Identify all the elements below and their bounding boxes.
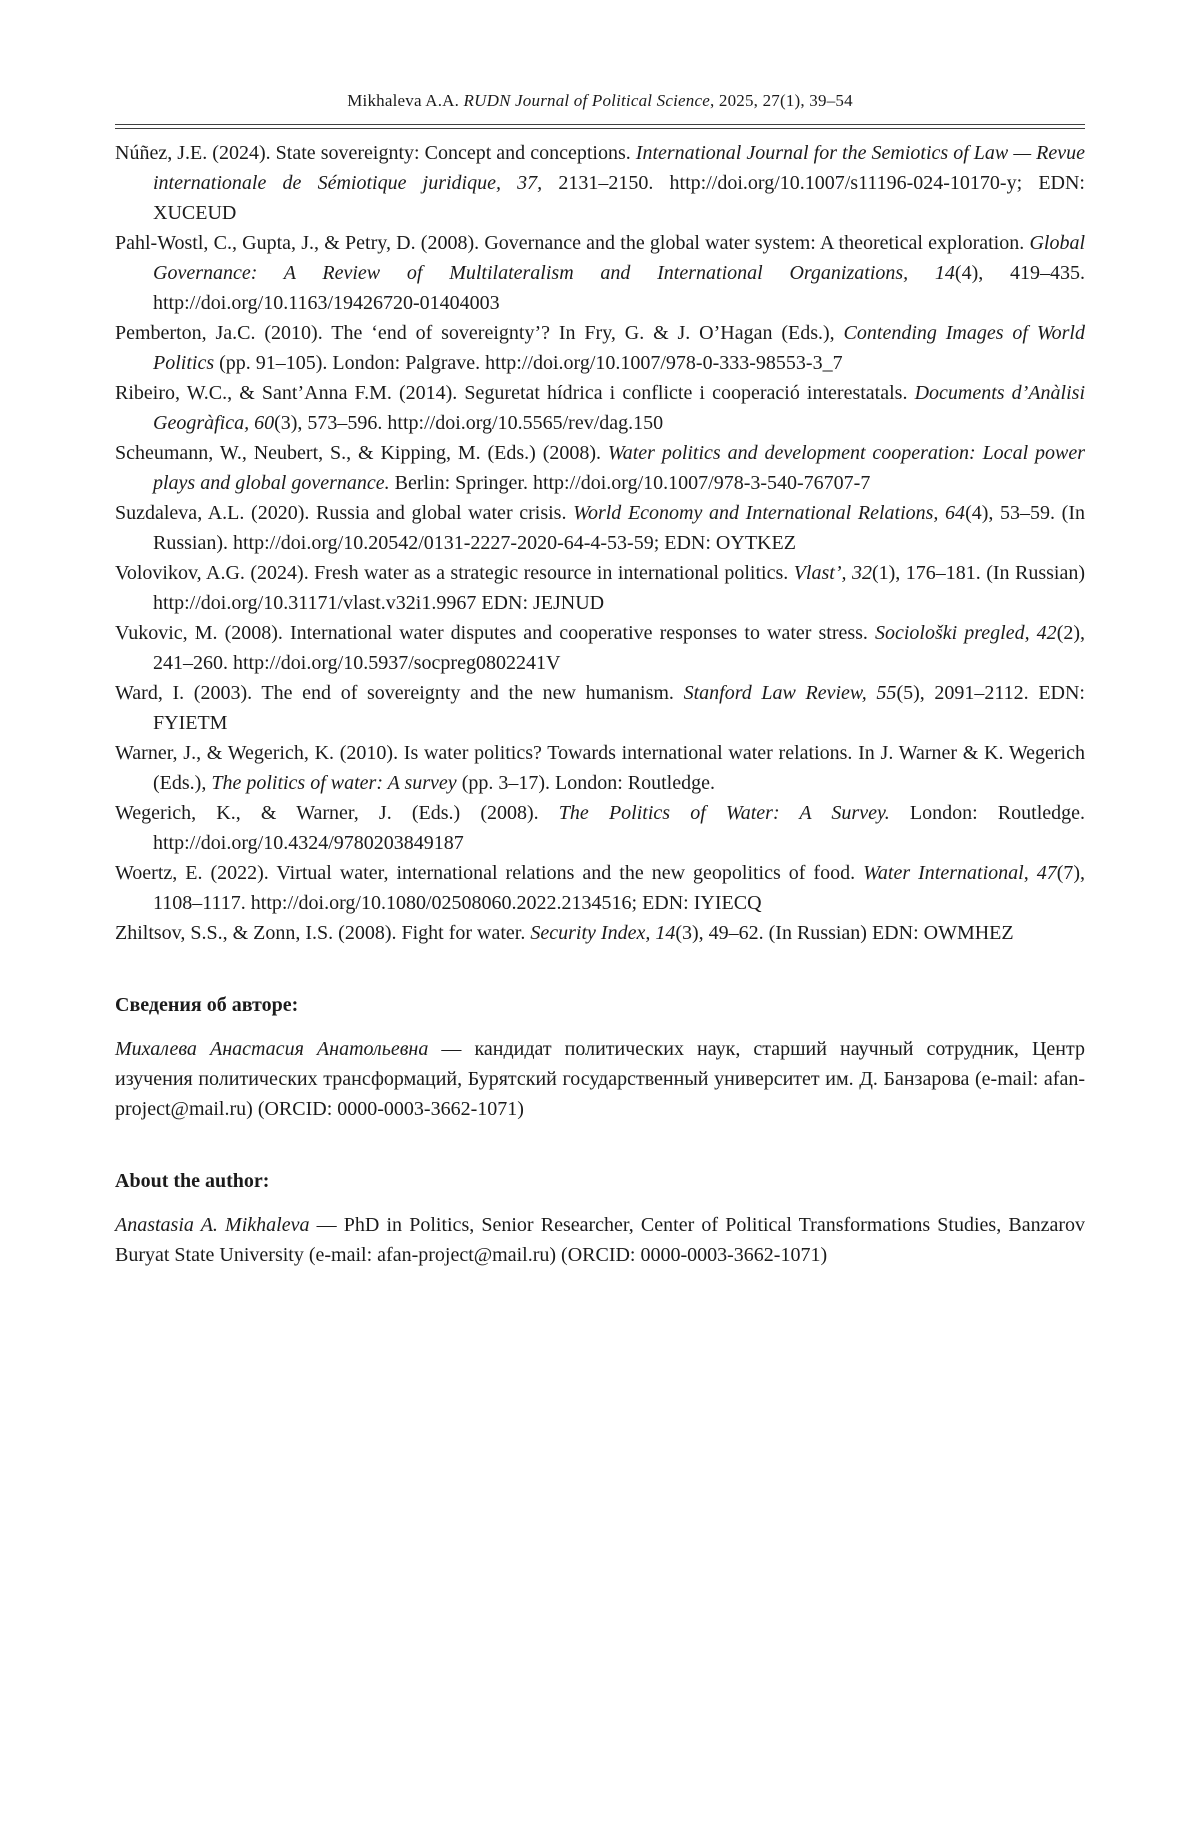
reference-text: Volovikov, A.G. (2024). Fresh water as a strategic resource in international politics. [115, 562, 794, 584]
reference-title-italic: International Journal for the Semiotics of Law — Revue internationale de Sémiotique juridique, 37, [153, 142, 1085, 194]
reference-text: (pp. 91–105). London: Palgrave. http://doi.org/10.1007/978-0-333-98553-3_7 [214, 352, 843, 374]
reference-title-italic: Security Index, 14 [530, 922, 676, 944]
reference-text: (7), 1108–1117. http://doi.org/10.1080/02508060.2022.2134516; EDN: IYIECQ [153, 862, 1086, 914]
reference-text: London: Routledge. http://doi.org/10.4324/9780203849187 [153, 802, 1086, 854]
reference-text: (5), 2091–2112. EDN: FYIETM [153, 682, 1085, 734]
about-author-ru-heading: Сведения об авторе: [115, 994, 299, 1016]
author-name-en: Anastasia A. Mikhaleva [115, 1214, 310, 1236]
author-bio-en: — PhD in Politics, Senior Researcher, Center of Political Transformations Studies, Banzarov Buryat State University (e-mail: afan-project@mail.ru) (ORCID: 0000-0003-3662-1071) [115, 1214, 1085, 1266]
reference-title-italic: Water politics and development cooperation: Local power plays and global governance. [153, 442, 1085, 494]
author-name-ru: Михалева Анастасия Анатольевна [115, 1038, 429, 1060]
reference-entry [115, 318, 1085, 378]
reference-entry [115, 138, 1085, 228]
reference-entry [115, 498, 1085, 558]
reference-title-italic: Sociološki pregled, 42 [875, 622, 1057, 644]
reference-title-italic: Stanford Law Review, 55 [683, 682, 897, 704]
reference-text: (1), 176–181. (In Russian) http://doi.org/10.31171/vlast.v32i1.9967 EDN: JEJNUD [153, 562, 1085, 614]
reference-title-italic: Global Governance: A Review of Multilateralism and International Organizations, 14 [153, 232, 1085, 284]
reference-text: Wegerich, K., & Warner, J. (Eds.) (2008). [115, 802, 559, 824]
about-author-en-paragraph [115, 1210, 1085, 1270]
about-author-ru-paragraph [115, 1034, 1085, 1124]
reference-entry [115, 228, 1085, 318]
reference-entry [115, 738, 1085, 798]
reference-title-italic: Documents d’Anàlisi Geogràfica, 60 [153, 382, 1086, 434]
reference-entry [115, 858, 1085, 918]
running-header [115, 90, 1085, 111]
author-bio-ru: — кандидат политических наук, старший научный сотрудник, Центр изучения политических трансформаций, Бурятский государственный университет им. Д. Банзарова (e-mail: afan-project@mail.ru) (ORCID: 0000-0003-3662-1071) [115, 1038, 1085, 1120]
reference-text: Ribeiro, W.C., & Sant’Anna F.M. (2014). Seguretat hídrica i conflicte i cooperació interestatals. [115, 382, 915, 404]
reference-text: Pemberton, Ja.C. (2010). The ‘end of sovereignty’? In Fry, G. & J. O’Hagan (Eds.), [115, 322, 844, 344]
running-header-journal: RUDN Journal of Political Science [463, 91, 710, 110]
reference-text: (3), 49–62. (In Russian) EDN: OWMHEZ [675, 922, 1014, 944]
reference-entry [115, 618, 1085, 678]
reference-text: (2), 241–260. http://doi.org/10.5937/socpreg0802241V [153, 622, 1086, 674]
reference-text: Pahl-Wostl, C., Gupta, J., & Petry, D. (2008). Governance and the global water system: A theoretical exploration. [115, 232, 1030, 254]
reference-title-italic: The politics of water: A survey [211, 772, 457, 794]
reference-text: Vukovic, M. (2008). International water disputes and cooperative responses to water stress. [115, 622, 875, 644]
reference-entry [115, 438, 1085, 498]
reference-entry [115, 378, 1085, 438]
about-author-en-heading: About the author: [115, 1170, 270, 1192]
reference-text: Núñez, J.E. (2024). State sovereignty: Concept and conceptions. [115, 142, 636, 164]
reference-text: Ward, I. (2003). The end of sovereignty and the new humanism. [115, 682, 684, 704]
reference-text: (pp. 3–17). London: Routledge. [456, 772, 715, 794]
running-header-issue: , 2025, 27(1), 39–54 [709, 91, 853, 110]
reference-title-italic: Water International [863, 862, 1024, 884]
reference-entry [115, 678, 1085, 738]
reference-text: Woertz, E. (2022). Virtual water, international relations and the new geopolitics of food. [115, 862, 864, 884]
reference-entry [115, 798, 1085, 858]
reference-text: Scheumann, W., Neubert, S., & Kipping, M. (Eds.) (2008). [115, 442, 608, 464]
reference-text: (4), 419–435. http://doi.org/10.1163/19426720-01404003 [153, 262, 1085, 314]
reference-text: Warner, J., & Wegerich, K. (2010). Is water politics? Towards international water relations. In J. Warner & K. Wegerich (Eds.), [115, 742, 1085, 794]
reference-title-italic: World Economy and International Relations, 64 [573, 502, 966, 524]
reference-text: Suzdaleva, A.L. (2020). Russia and global water crisis. [115, 502, 574, 524]
running-header-author: Mikhaleva A.A. [347, 91, 464, 110]
reference-text: 2131–2150. http://doi.org/10.1007/s11196-024-10170-y; EDN: XUCEUD [153, 172, 1085, 224]
reference-entry [115, 918, 1085, 948]
reference-title-italic: The Politics of Water: A Survey. [558, 802, 890, 824]
header-divider-rule [115, 124, 1085, 129]
reference-title-italic: Vlast’, 32 [793, 562, 872, 584]
reference-title-italic: Contending Images of World Politics [153, 322, 1085, 374]
reference-text: Berlin: Springer. http://doi.org/10.1007/978-3-540-76707-7 [389, 472, 871, 494]
reference-text: , [1023, 862, 1037, 884]
reference-text: Zhiltsov, S.S., & Zonn, I.S. (2008). Fight for water. [115, 922, 531, 944]
reference-title-italic: 47 [1036, 862, 1057, 884]
reference-text: (4), 53–59. (In Russian). http://doi.org/10.20542/0131-2227-2020-64-4-53-59; EDN: OYTKEZ [153, 502, 1086, 554]
reference-text: (3), 573–596. http://doi.org/10.5565/rev/dag.150 [274, 412, 664, 434]
reference-list [115, 138, 1085, 948]
reference-entry [115, 558, 1085, 618]
